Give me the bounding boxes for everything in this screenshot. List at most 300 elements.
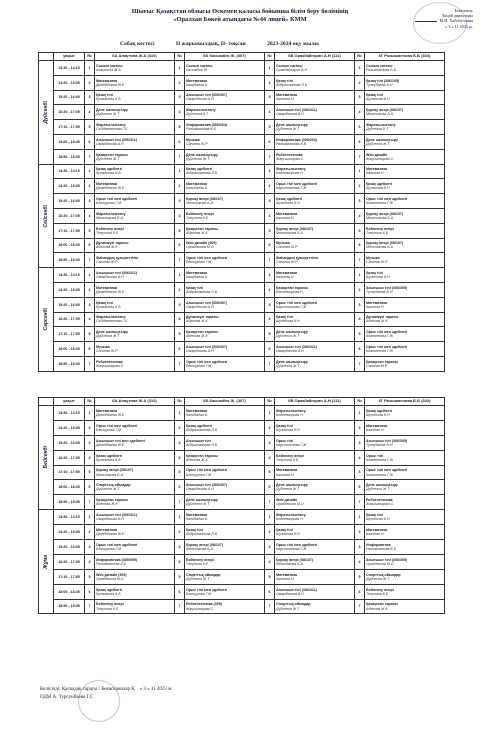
number-header: №: [175, 53, 185, 61]
table-row: [39, 342, 445, 357]
lesson-number: 1: [265, 510, 275, 525]
lesson-cell: [185, 569, 265, 584]
lesson-cell: [275, 105, 355, 120]
time-cell: 15:20 - 16:05: [54, 435, 85, 450]
teacher-name: Дүйсенов Ж.Т: [276, 606, 300, 611]
table-row: [39, 435, 445, 450]
teacher-name: Мельникова А.А: [366, 112, 394, 117]
table-row: [39, 164, 445, 179]
teacher-name: Мельникова Б.А: [96, 472, 123, 477]
table-row: [39, 312, 445, 327]
lesson-cell: [185, 480, 265, 495]
lesson-cell: [185, 420, 265, 435]
subject-name: Ағылшын тілі (306/311): [96, 513, 137, 518]
lesson-number: 4: [175, 312, 185, 327]
lesson-number: 7: [355, 495, 365, 510]
time-cell: 18:50 - 19:35: [54, 599, 85, 614]
table-row: [39, 105, 445, 120]
teacher-name: Дүйсенов Ж.Т: [366, 487, 390, 492]
teacher-name: Кулжанова К.А: [96, 591, 121, 596]
lesson-number: 6: [355, 238, 365, 253]
approval-line: Лицей директоры: [441, 13, 473, 19]
time-cell: 16:20 - 17:05: [54, 312, 85, 327]
lesson-number: 7: [265, 253, 275, 268]
table-row: [39, 599, 445, 614]
title-line: Шығыс Қазақстан облысы Өскемен қаласы бойынша білім беру бөлімінің: [131, 8, 349, 15]
subject-name: Қазақ тілі (306/105): [366, 78, 400, 83]
teacher-name: Омарбекова А.Н: [186, 97, 214, 102]
teacher-name: Абенова Ж.К: [96, 245, 118, 250]
lesson-cell: [185, 90, 265, 105]
teacher-name: Калибаева Б.: [186, 517, 209, 522]
subject-name: Спорттық ойындар: [96, 483, 131, 488]
lesson-number: 1: [85, 61, 95, 76]
subject-name: Қорғау өнері (08/107): [96, 468, 134, 473]
lesson-cell: [365, 179, 445, 194]
subject-name: Математика: [366, 300, 388, 305]
lesson-number: 2: [175, 75, 185, 90]
teacher-name: Жақсылықова С.: [366, 156, 395, 161]
teacher-name: Калиева Н.: [366, 171, 385, 176]
day-label: Жұма: [42, 554, 49, 569]
lesson-cell: [95, 495, 175, 510]
teacher-name: Сейдахметова Г.Б: [96, 127, 128, 132]
lesson-number: 5: [175, 223, 185, 238]
subject-name: Қазақ әдебиеті: [96, 167, 123, 172]
subject-name: Қазақ тілі: [186, 285, 203, 290]
lesson-number: 6: [175, 342, 185, 357]
teacher-name: Абдрахманова Л.Б: [186, 171, 218, 176]
lesson-cell: [185, 297, 265, 312]
lesson-number: 7: [175, 356, 185, 371]
subject-name: Ағылшын тілі (306/311): [96, 137, 137, 142]
teacher-name: Бектемирова Н.: [276, 171, 304, 176]
day-label: Сәрсенбі: [42, 308, 49, 331]
lesson-number: 3: [265, 435, 275, 450]
teacher-name: Дүйсенов Ж.Т: [96, 487, 120, 492]
lesson-number: 1: [175, 164, 185, 179]
lesson-cell: [365, 356, 445, 371]
schedule-table-upper: [38, 52, 445, 372]
teacher-name: Бектурова Г.М: [186, 472, 212, 477]
table-row: [39, 282, 445, 297]
day-cell: [39, 164, 54, 268]
teacher-name: Тулеубаева А.Н: [366, 442, 393, 447]
lesson-cell: [275, 495, 355, 510]
subject-name: Қазақ әдебиеті: [96, 587, 123, 592]
teacher-name: Сағиева М.Е: [366, 363, 388, 368]
lesson-cell: [365, 480, 445, 495]
lesson-number: 5: [175, 120, 185, 135]
subject-name: Дүниежүзі тарихы: [186, 315, 219, 320]
lesson-number: 2: [85, 525, 95, 540]
teacher-name: Калибаева Б.: [186, 82, 209, 87]
teacher-name: Абдрахманова Л.Б: [186, 427, 218, 432]
lesson-cell: [185, 450, 265, 465]
subject-name: Web дизайн: [366, 152, 388, 157]
lesson-cell: [95, 75, 175, 90]
subject-name: Сынып сағаты: [366, 63, 393, 68]
subject-name: Математика: [276, 211, 298, 216]
lesson-cell: [95, 465, 175, 480]
teacher-name: Омарбекова А.Н: [276, 112, 304, 117]
subject-name: Қазақ тілі: [96, 300, 113, 305]
subject-name: Бейнелеу өнері: [96, 226, 124, 231]
lesson-cell: [185, 327, 265, 342]
schedule-label: Сабақ кестесі: [120, 41, 155, 47]
teacher-name: Жақсылықова С.: [366, 502, 395, 507]
subject-name: Дене шынықтыру: [96, 108, 128, 113]
lesson-number: 3: [355, 194, 365, 209]
subject-name: Дене шынықтыру: [366, 137, 398, 142]
teacher-name: Демедбаева Ж.Е: [96, 532, 125, 537]
teacher-name: Омарбекова А.Н: [96, 275, 124, 280]
subject-name: Математика: [96, 78, 118, 83]
lesson-number: 7: [355, 253, 365, 268]
teacher-name: Омарбекова А.Н: [96, 141, 124, 146]
subject-name: Информатика (309/204): [276, 137, 317, 142]
subject-name: Қазақ әдебиеті: [366, 182, 393, 187]
subject-name: Ағылшын тілі (306/307): [186, 344, 228, 349]
time-cell: 16:20 - 17:05: [54, 208, 85, 223]
subject-name: Робототехника: [366, 498, 393, 503]
lesson-cell: [95, 223, 175, 238]
time-header: уақыт: [54, 53, 85, 61]
lesson-cell: [275, 554, 355, 569]
lesson-number: 2: [355, 282, 365, 297]
teacher-name: Абдрахманова Л.Б: [186, 532, 218, 537]
teacher-name: Калиева Н.: [366, 532, 385, 537]
lesson-cell: [185, 540, 265, 555]
table-row: [39, 149, 445, 164]
lesson-number: 6: [355, 134, 365, 149]
subject-name: Орыс тілі мен әдебиеті: [276, 182, 318, 187]
subject-name: Қазақ әдебиеті: [186, 423, 213, 428]
lesson-cell: [275, 406, 355, 421]
table-row: [39, 90, 445, 105]
table-row: [39, 356, 445, 371]
teacher-name: Абдрахманова Л.Б: [186, 289, 218, 294]
teacher-name: Шуленова К.Н: [366, 412, 390, 417]
table-row: [39, 120, 445, 135]
subject-name: Математика: [276, 572, 298, 577]
teacher-name: Карыншинова Г.Ж: [276, 186, 307, 191]
lesson-number: 3: [85, 435, 95, 450]
table-row: [39, 223, 445, 238]
teacher-name: Жақсылықова С.: [186, 606, 215, 611]
lesson-number: 5: [85, 465, 95, 480]
lesson-cell: [185, 312, 265, 327]
approval-line: Бекітемін:: [454, 8, 473, 13]
table-row: [39, 253, 445, 268]
class-header: 6А Алаутина Ж.А (310): [95, 53, 175, 61]
lesson-cell: [365, 312, 445, 327]
teacher-name: Оразбайгорин А.Н: [276, 67, 308, 72]
day-cell: [39, 406, 54, 510]
teacher-name: Калиева Н.: [276, 275, 295, 280]
teacher-name: Кожекенова Г.Ж: [366, 334, 393, 339]
subject-name: Бейнелеу өнері: [96, 602, 124, 607]
subject-name: Математика: [366, 167, 388, 172]
teacher-name: Кожекенова Г.Ж: [366, 457, 393, 462]
teacher-name: Дүйсенов Ж.Т: [96, 156, 120, 161]
lesson-number: 3: [175, 297, 185, 312]
teacher-name: Демедбаева Ж.Е: [96, 82, 125, 87]
subject-name: Орыс тілі мен әдебиеті: [96, 423, 138, 428]
lesson-number: 4: [265, 312, 275, 327]
lesson-number: 5: [355, 327, 365, 342]
lesson-cell: [365, 268, 445, 283]
teacher-name: Шуленова К.Н: [366, 275, 390, 280]
teacher-name: Тлеулина К.Е: [96, 230, 119, 235]
teacher-name: Дүйсенов Ж.Т: [276, 363, 300, 368]
lesson-cell: [185, 194, 265, 209]
lesson-number: 3: [355, 90, 365, 105]
subject-name: Математика: [186, 513, 208, 518]
lesson-cell: [275, 297, 355, 312]
lesson-number: 7: [175, 495, 185, 510]
subject-name: Дене шынықтыру: [96, 330, 128, 335]
lesson-number: 1: [355, 164, 365, 179]
lesson-number: 6: [175, 134, 185, 149]
class-header: 6Б Касымбек Ж. (307): [185, 398, 265, 406]
lesson-number: 4: [355, 208, 365, 223]
table-row: [39, 510, 445, 525]
lesson-cell: [275, 134, 355, 149]
time-cell: 18:00 - 18:45: [54, 584, 85, 599]
lesson-cell: [365, 584, 445, 599]
subject-name: Орыс тілі: [366, 453, 384, 458]
lesson-cell: [95, 164, 175, 179]
day-header: [39, 398, 54, 406]
teacher-name: Дүйсенов Ж.Т: [276, 127, 300, 132]
teacher-name: Демедбаева Ж.Е: [96, 186, 125, 191]
teacher-name: Дүйсенов Ж.Т: [366, 576, 390, 581]
lesson-cell: [95, 105, 175, 120]
table-row: [39, 495, 445, 510]
teacher-name: Дүйсенов Ж.Т: [186, 502, 210, 507]
lesson-cell: [275, 149, 355, 164]
lesson-number: 6: [85, 584, 95, 599]
lesson-number: 7: [85, 599, 95, 614]
subject-name: Қазақ тілі: [366, 270, 383, 275]
time-cell: 16:20 - 17:05: [54, 450, 85, 465]
subject-name: Математика: [96, 285, 118, 290]
subject-name: Робототехника: [276, 152, 303, 157]
table-row: [39, 75, 445, 90]
lesson-number: 3: [175, 90, 185, 105]
lesson-cell: [365, 134, 445, 149]
subject-name: Қазақ тілі: [186, 527, 203, 532]
lesson-number: 7: [265, 599, 275, 614]
subject-name: Дене шынықтыру: [366, 483, 398, 488]
lesson-cell: [185, 61, 265, 76]
time-cell: 13:30 - 14:15: [54, 61, 85, 76]
subject-name: Математика: [186, 78, 208, 83]
subject-name: Жаратылыстану: [366, 122, 396, 127]
lesson-cell: [275, 342, 355, 357]
subject-name: Қазақ тілі: [276, 78, 293, 83]
subject-name: Орыс тілі мен әдебиеті: [186, 256, 228, 261]
time-cell: 17:10 - 17:55: [54, 465, 85, 480]
subject-name: Орыс тілі мен әдебиеті: [276, 300, 318, 305]
table-row: [39, 327, 445, 342]
teacher-name: Кожекенова Г.Ж: [366, 349, 393, 354]
day-cell: [39, 510, 54, 614]
teacher-name: Омарбекова А.Н: [186, 349, 214, 354]
lesson-number: 2: [265, 525, 275, 540]
teacher-name: Рахымжанова К.Б: [96, 561, 126, 566]
lesson-number: 2: [85, 179, 95, 194]
number-header: №: [265, 398, 275, 406]
teacher-name: Кожекенова Г.Ж: [366, 472, 393, 477]
teacher-name: Абенова Ж.К: [366, 606, 388, 611]
teacher-name: Тлеулина К.Е: [186, 561, 209, 566]
subject-name: Музыка: [276, 241, 290, 246]
lesson-cell: [275, 327, 355, 342]
lesson-cell: [275, 253, 355, 268]
lesson-number: 1: [265, 164, 275, 179]
lesson-cell: [365, 525, 445, 540]
table-row: [39, 584, 445, 599]
lesson-number: 5: [355, 465, 365, 480]
lesson-number: 6: [85, 342, 95, 357]
teacher-name: Касымбек Ж.: [186, 67, 209, 72]
lesson-number: 6: [355, 584, 365, 599]
subject-name: Қазақстан тарихы: [96, 152, 128, 157]
lesson-number: 7: [175, 149, 185, 164]
lesson-cell: [95, 134, 175, 149]
lesson-cell: [275, 90, 355, 105]
document-title: [80, 8, 400, 24]
time-cell: 13:30 - 14:15: [54, 510, 85, 525]
teacher-name: Оразбекова М.О: [186, 245, 214, 250]
lesson-cell: [275, 61, 355, 76]
class-header: 6Б Касымбек Ж. (307): [185, 53, 265, 61]
subject-name: Ағылшын тілі (306/307): [186, 93, 228, 98]
time-cell: 15:20 - 16:05: [54, 540, 85, 555]
lesson-cell: [275, 356, 355, 371]
teacher-name: Абенова Ж.К: [96, 502, 118, 507]
subject-name: Орыс тілі мен әдебиеті: [186, 359, 228, 364]
subject-name: Ағылшын тілі (306/311): [96, 270, 137, 275]
subject-name: Орыс тілі мен әдебиеті: [366, 344, 408, 349]
day-label: Сейсенбі: [42, 204, 49, 228]
lesson-number: 3: [355, 297, 365, 312]
lesson-cell: [95, 342, 175, 357]
lesson-cell: [95, 268, 175, 283]
lesson-cell: [365, 120, 445, 135]
teacher-name: Тулеубаева А.Н: [366, 82, 393, 87]
subject-name: Қорғау өнері (08/107): [366, 211, 404, 216]
lesson-cell: [95, 238, 175, 253]
lesson-number: 2: [85, 75, 95, 90]
lesson-number: 1: [175, 61, 185, 76]
lesson-cell: [95, 179, 175, 194]
subject-name: Қорғау өнері (08/107): [366, 241, 404, 246]
lesson-number: 7: [265, 356, 275, 371]
lesson-cell: [185, 223, 265, 238]
lesson-cell: [365, 105, 445, 120]
teacher-name: Кулжанова К.А: [96, 457, 121, 462]
subject-name: Жаһандық құзыреттілік: [276, 256, 319, 261]
subject-name: Ағылшын тілі (306/307): [186, 300, 228, 305]
lesson-cell: [95, 435, 175, 450]
teacher-name: Дүйсенов Ж.Т: [96, 334, 120, 339]
teacher-name: Шуленова К.Н: [366, 517, 390, 522]
lesson-cell: [365, 554, 445, 569]
lesson-number: 3: [175, 540, 185, 555]
teacher-name: Мельникова Б.А: [186, 546, 213, 551]
subject-name: Бейнелеу өнері: [366, 226, 394, 231]
lesson-cell: [95, 61, 175, 76]
footer-date: « 3 » 11 2023 ж: [139, 687, 172, 692]
subject-name: Қорғау өнері (08/107): [186, 196, 224, 201]
subject-name: Қорғау өнері (08/107): [276, 557, 314, 562]
lesson-cell: [185, 584, 265, 599]
lesson-number: 1: [85, 164, 95, 179]
lesson-cell: [365, 164, 445, 179]
teacher-name: Шуленова К.Н: [366, 186, 390, 191]
number-header: №: [85, 53, 95, 61]
teacher-name: Бектурова Г.М: [186, 260, 212, 265]
subject-name: Ағылшын тілі (306/311): [276, 587, 317, 592]
teacher-name: Шуленова К.Н: [276, 427, 300, 432]
teacher-name: Карыншинова Г.Ж: [276, 304, 307, 309]
lesson-number: 6: [85, 238, 95, 253]
lesson-number: 2: [175, 179, 185, 194]
lesson-cell: [185, 134, 265, 149]
teacher-name: Оразбекова М.О: [276, 502, 304, 507]
teacher-name: Тлеулина К.Е: [276, 457, 299, 462]
lesson-cell: [275, 420, 355, 435]
time-cell: 17:10 - 17:55: [54, 120, 85, 135]
subject-name: Музыка: [96, 344, 110, 349]
lesson-cell: [365, 342, 445, 357]
teacher-name: Дүйсенов Ж.Т: [276, 487, 300, 492]
teacher-name: Шуленова К.Н: [276, 532, 300, 537]
subject-name: Қорғау өнері (08/107): [186, 542, 224, 547]
header-row: [39, 53, 445, 61]
table-row: [39, 297, 445, 312]
teacher-name: Жақсылықова С.: [276, 156, 305, 161]
subject-name: Дене шынықтыру: [276, 359, 308, 364]
class-header: 6А Алаутина Ж.А (310): [95, 398, 175, 406]
teacher-name: Мельникова Б.А: [276, 230, 303, 235]
subject-name: Орыс тілі мен әдебиеті: [186, 468, 228, 473]
lesson-cell: [185, 435, 265, 450]
lesson-cell: [365, 282, 445, 297]
lesson-cell: [365, 149, 445, 164]
time-cell: 16:20 - 17:05: [54, 554, 85, 569]
subject-name: Жаратылыстану: [96, 122, 126, 127]
time-header: уақыт: [54, 398, 85, 406]
lesson-cell: [185, 510, 265, 525]
lesson-number: 3: [265, 297, 275, 312]
subject-name: Бейнелеу өнері: [366, 587, 394, 592]
year-label: 2023-2024 оқу жылы: [267, 41, 319, 47]
lesson-number: 1: [175, 268, 185, 283]
subject-name: Математика: [276, 93, 298, 98]
lesson-number: 1: [355, 510, 365, 525]
lesson-number: 1: [355, 406, 365, 421]
subject-name: Ағылшын тілі (306/305): [366, 438, 408, 443]
lesson-cell: [275, 194, 355, 209]
subject-name: Web дизайн: [276, 498, 298, 503]
lesson-number: 4: [175, 208, 185, 223]
teacher-name: Демедбаева Ж.Е: [96, 289, 125, 294]
subject-name: Орыс тілі мен әдебиеті: [366, 330, 408, 335]
